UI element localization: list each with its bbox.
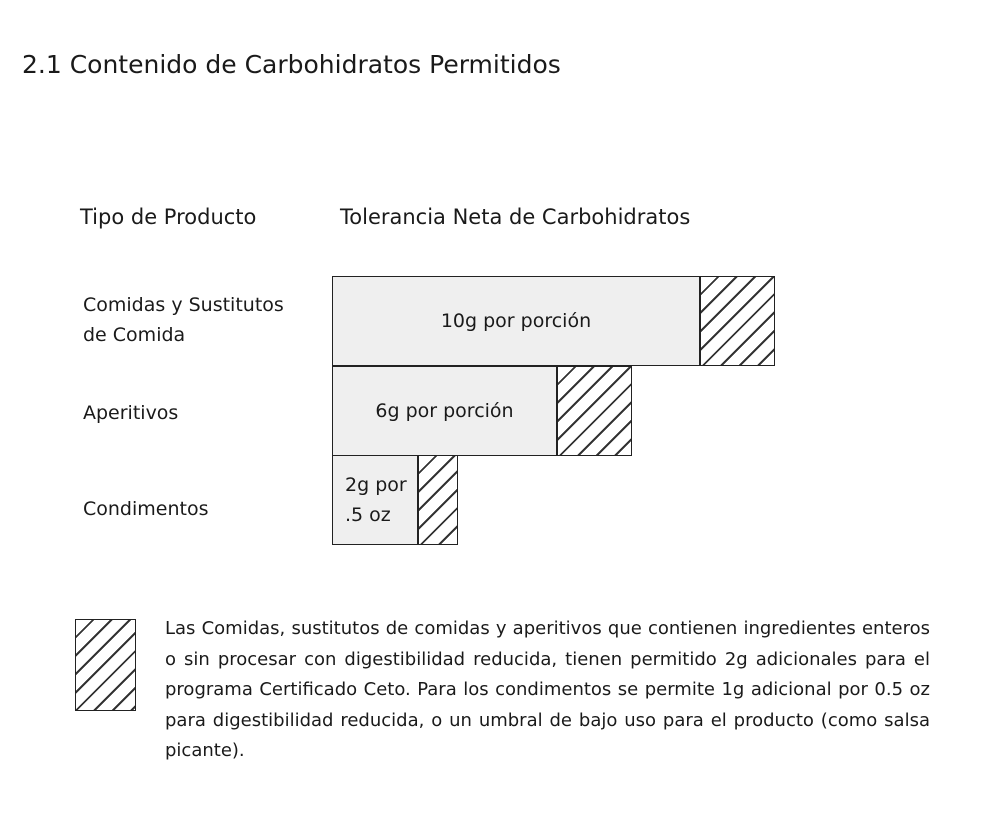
row-label-condiments: Condimentos (83, 498, 209, 520)
bar-meals-label: 10g por porción (440, 310, 592, 332)
bar-condiments-extra-hatch (418, 455, 458, 545)
bar-condiments-label: 2g por .5 oz (345, 474, 407, 526)
bar-condiments-base (332, 455, 418, 545)
bar-appetizers-extra-hatch (557, 366, 632, 456)
legend-description: Las Comidas, sustitutos de comidas y aperitivos que contienen ingredientes enteros o sin procesar con digestibilidad reducida, tienen permitido 2g adicionales para el programa Certificado Ceto. Para los condimentos se permite 1g adicional por 0.5 oz para digestibilidad reducida, o un umbral de bajo uso para el producto (como salsa picante). (165, 618, 930, 761)
bar-appetizers-label: 6g por porción (375, 400, 514, 422)
section-title: 2.1 Contenido de Carbohidratos Permitidos (22, 50, 561, 79)
row-label-meals: Comidas y Sustitutos de Comida (83, 294, 284, 346)
bar-meals-base (332, 276, 700, 366)
legend-hatch-swatch (75, 619, 136, 711)
bar-meals-extra-hatch (700, 276, 775, 366)
bar-appetizers-base (332, 366, 557, 456)
header-product-type: Tipo de Producto (80, 205, 257, 229)
row-label-appetizers: Aperitivos (83, 402, 179, 424)
header-net-carb-tolerance: Tolerancia Neta de Carbohidratos (340, 205, 691, 229)
